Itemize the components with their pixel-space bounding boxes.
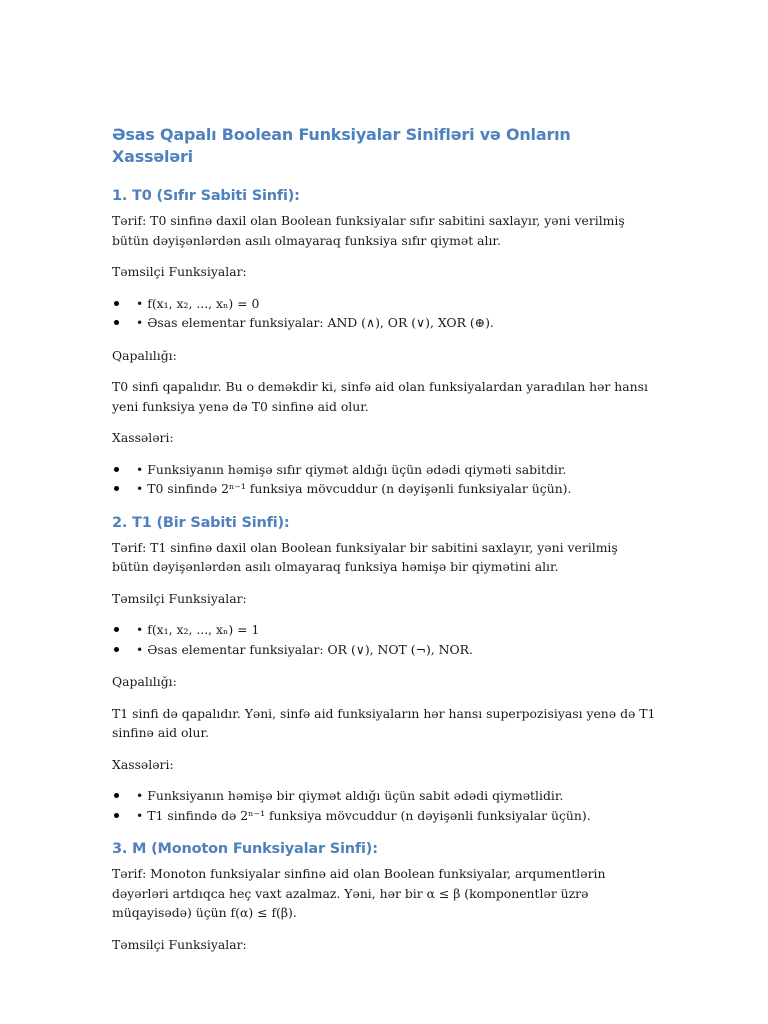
list-item-text: • Funksiyanın həmişə bir qiymət aldığı üçün sabit ədədi qiymətlidir. [136, 788, 564, 803]
list-item-text: • Əsas elementar funksiyalar: OR (∨), NOT (¬), NOR. [136, 641, 473, 657]
list-item-text: • T1 sinfində də 2ⁿ⁻¹ funksiya mövcuddur (n dəyişənli funksiyalar üçün). [136, 807, 591, 823]
list-item-text: • Funksiyanın həmişə sıfır qiymət aldığı üçün ədədi qiyməti sabitdir. [136, 461, 567, 477]
bullet-icon [114, 301, 119, 306]
list-item [112, 806, 656, 826]
closure-label: Qapalılığı: [112, 347, 177, 363]
definition-paragraph: Tərif: T1 sinfinə daxil olan Boolean funksiyalar bir sabitini saxlayır, yəni verilmiş bütün dəyişənlərdən asılı olmayaraq funksiya həmişə bir qiymətini alır. [112, 539, 618, 574]
list-item-text: • f(x₁, x₂, ..., xₙ) = 0 [136, 295, 260, 311]
bullet-icon [114, 647, 119, 652]
definition-paragraph: Tərif: T0 sinfinə daxil olan Boolean funksiyalar sıfır sabitini saxlayır, yəni verilmiş bütün dəyişənlərdən asılı olmayaraq funksiya sıfır qiymət alır. [112, 213, 625, 248]
bullet-icon [114, 320, 119, 325]
document-title: Əsas Qapalı Boolean Funksiyalar Sinifləri və Onların Xassələri [112, 125, 571, 166]
representatives-label: Təmsilçi Funksiyalar: [112, 936, 247, 952]
representatives-label: Təmsilçi Funksiyalar: [112, 590, 247, 606]
closure-paragraph: T1 sinfi də qapalıdır. Yəni, sinfə aid funksiyaların hər hansı superpozisiyası yenə də T1 sinfinə aid olur. [112, 705, 656, 740]
representatives-list [112, 620, 656, 659]
list-item [112, 294, 656, 314]
list-item-text: • f(x₁, x₂, ..., xₙ) = 1 [136, 622, 260, 637]
list-item-text: • T0 sinfində 2ⁿ⁻¹ funksiya mövcuddur (n dəyişənli funksiyalar üçün). [136, 481, 572, 496]
bullet-icon [114, 467, 119, 472]
closure-paragraph: T0 sinfi qapalıdır. Bu o deməkdir ki, sinfə aid olan funksiyalardan yaradılan hər hansı yeni funksiya yenə də T0 sinfinə aid olur. [112, 379, 648, 414]
section-t0 [112, 186, 656, 499]
list-item [112, 313, 656, 333]
bullet-icon [114, 793, 119, 798]
representatives-label: Təmsilçi Funksiyalar: [112, 264, 247, 279]
bullet-icon [114, 486, 119, 491]
definition-paragraph: Tərif: Monoton funksiyalar sinfinə aid olan Boolean funksiyalar, arqumentlərin dəyərləri artdıqca heç vaxt azalmaz. Yəni, hər bir α ≤ β (komponentlər üzrə müqayisədə) üçün f(α) ≤ f(β). [112, 866, 606, 920]
list-item [112, 460, 656, 480]
closure-label: Qapalılığı: [112, 674, 177, 689]
section-heading: 2. T1 (Bir Sabiti Sinfi): [112, 514, 290, 531]
section-heading: 1. T0 (Sıfır Sabiti Sinfi): [112, 188, 300, 204]
section-monotone [112, 839, 656, 954]
bullet-icon [114, 813, 119, 818]
section-heading: 3. M (Monoton Funksiyalar Sinfi): [112, 841, 378, 857]
section-t1 [112, 513, 656, 826]
properties-list [112, 460, 656, 499]
properties-label: Xassələri: [112, 430, 174, 445]
list-item [112, 479, 656, 499]
list-item [112, 786, 656, 806]
list-item [112, 620, 656, 640]
list-item [112, 640, 656, 660]
representatives-list [112, 294, 656, 333]
properties-label: Xassələri: [112, 756, 174, 772]
bullet-icon [114, 627, 119, 632]
properties-list [112, 786, 656, 825]
list-item-text: • Əsas elementar funksiyalar: AND (∧), OR (∨), XOR (⊕). [136, 315, 494, 330]
